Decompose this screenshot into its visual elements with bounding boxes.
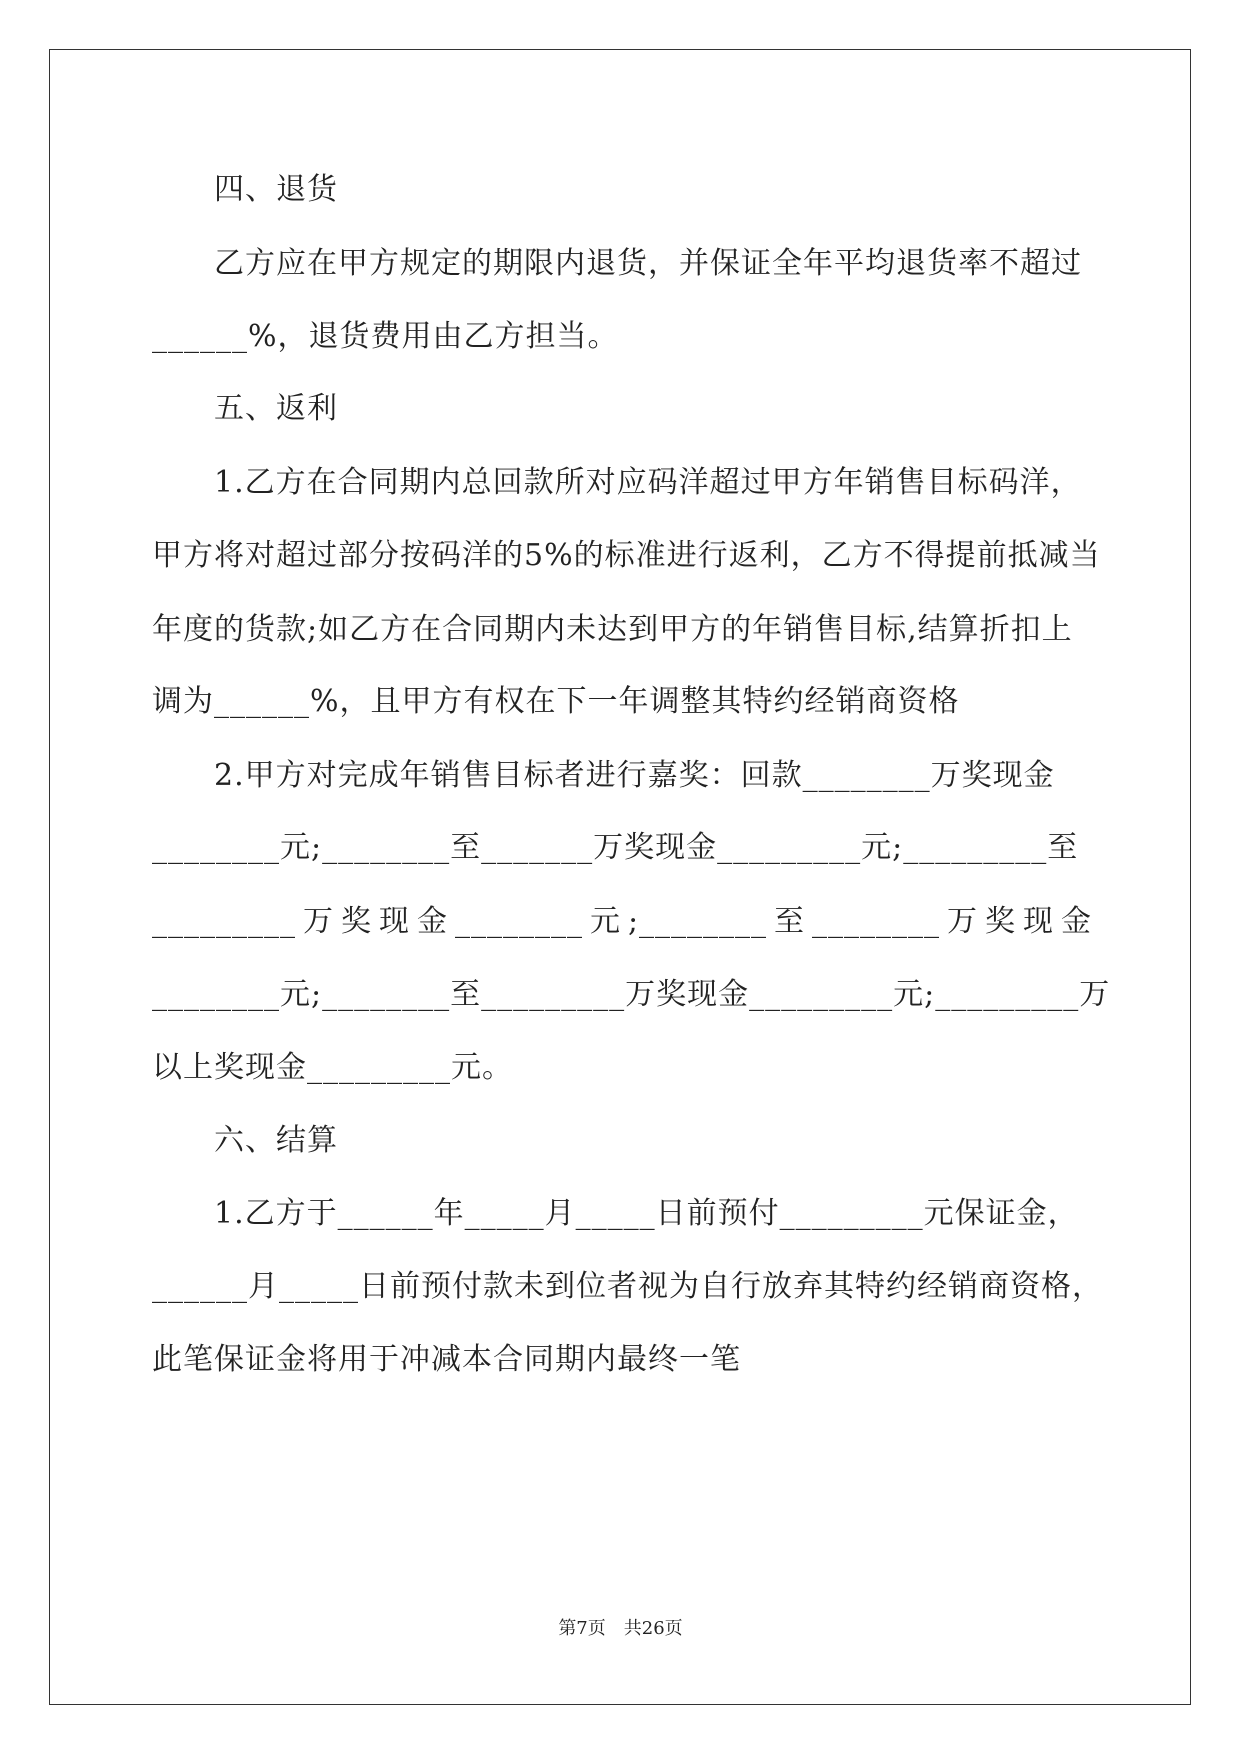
- paragraph-line: ________元;________至_______万奖现金_________元;_________至: [152, 830, 1079, 865]
- section-heading-settlement: 六、结算: [214, 1123, 338, 1158]
- paragraph-line: 1.乙方于______年_____月_____日前预付_________元保证金，: [214, 1196, 1079, 1231]
- paragraph-line: ______月_____日前预付款未到位者视为自行放弃其特约经销商资格，: [152, 1269, 1103, 1304]
- page-number: 第7页 共26页: [558, 1618, 683, 1639]
- paragraph-line: 乙方应在甲方规定的期限内退货，并保证全年平均退货率不超过: [214, 246, 1082, 281]
- paragraph-line: 此笔保证金将用于冲减本合同期内最终一笔: [152, 1342, 741, 1377]
- paragraph-line: 调为______%，且甲方有权在下一年调整其特约经销商资格: [152, 684, 960, 719]
- paragraph-line: 以上奖现金_________元。: [152, 1050, 513, 1085]
- paragraph-line: ________元;________至_________万奖现金_________元;_________万: [152, 977, 1111, 1012]
- paragraph-line: 年度的货款;如乙方在合同期内未达到甲方的年销售目标,结算折扣上: [152, 612, 1073, 647]
- section-heading-return: 四、退货: [214, 172, 338, 207]
- page-border: [49, 49, 1191, 1705]
- paragraph-line: ______%，退货费用由乙方担当。: [152, 319, 619, 354]
- paragraph-line: 1.乙方在合同期内总回款所对应码洋超过甲方年销售目标码洋，: [214, 465, 1082, 500]
- paragraph-line: 2.甲方对完成年销售目标者进行嘉奖：回款________万奖现金: [214, 758, 1055, 793]
- paragraph-line: _________万奖现金________元;________至________万奖现金: [152, 904, 1092, 939]
- section-heading-rebate: 五、返利: [214, 391, 338, 426]
- paragraph-line: 甲方将对超过部分按码洋的5%的标准进行返利，乙方不得提前抵减当: [152, 538, 1101, 573]
